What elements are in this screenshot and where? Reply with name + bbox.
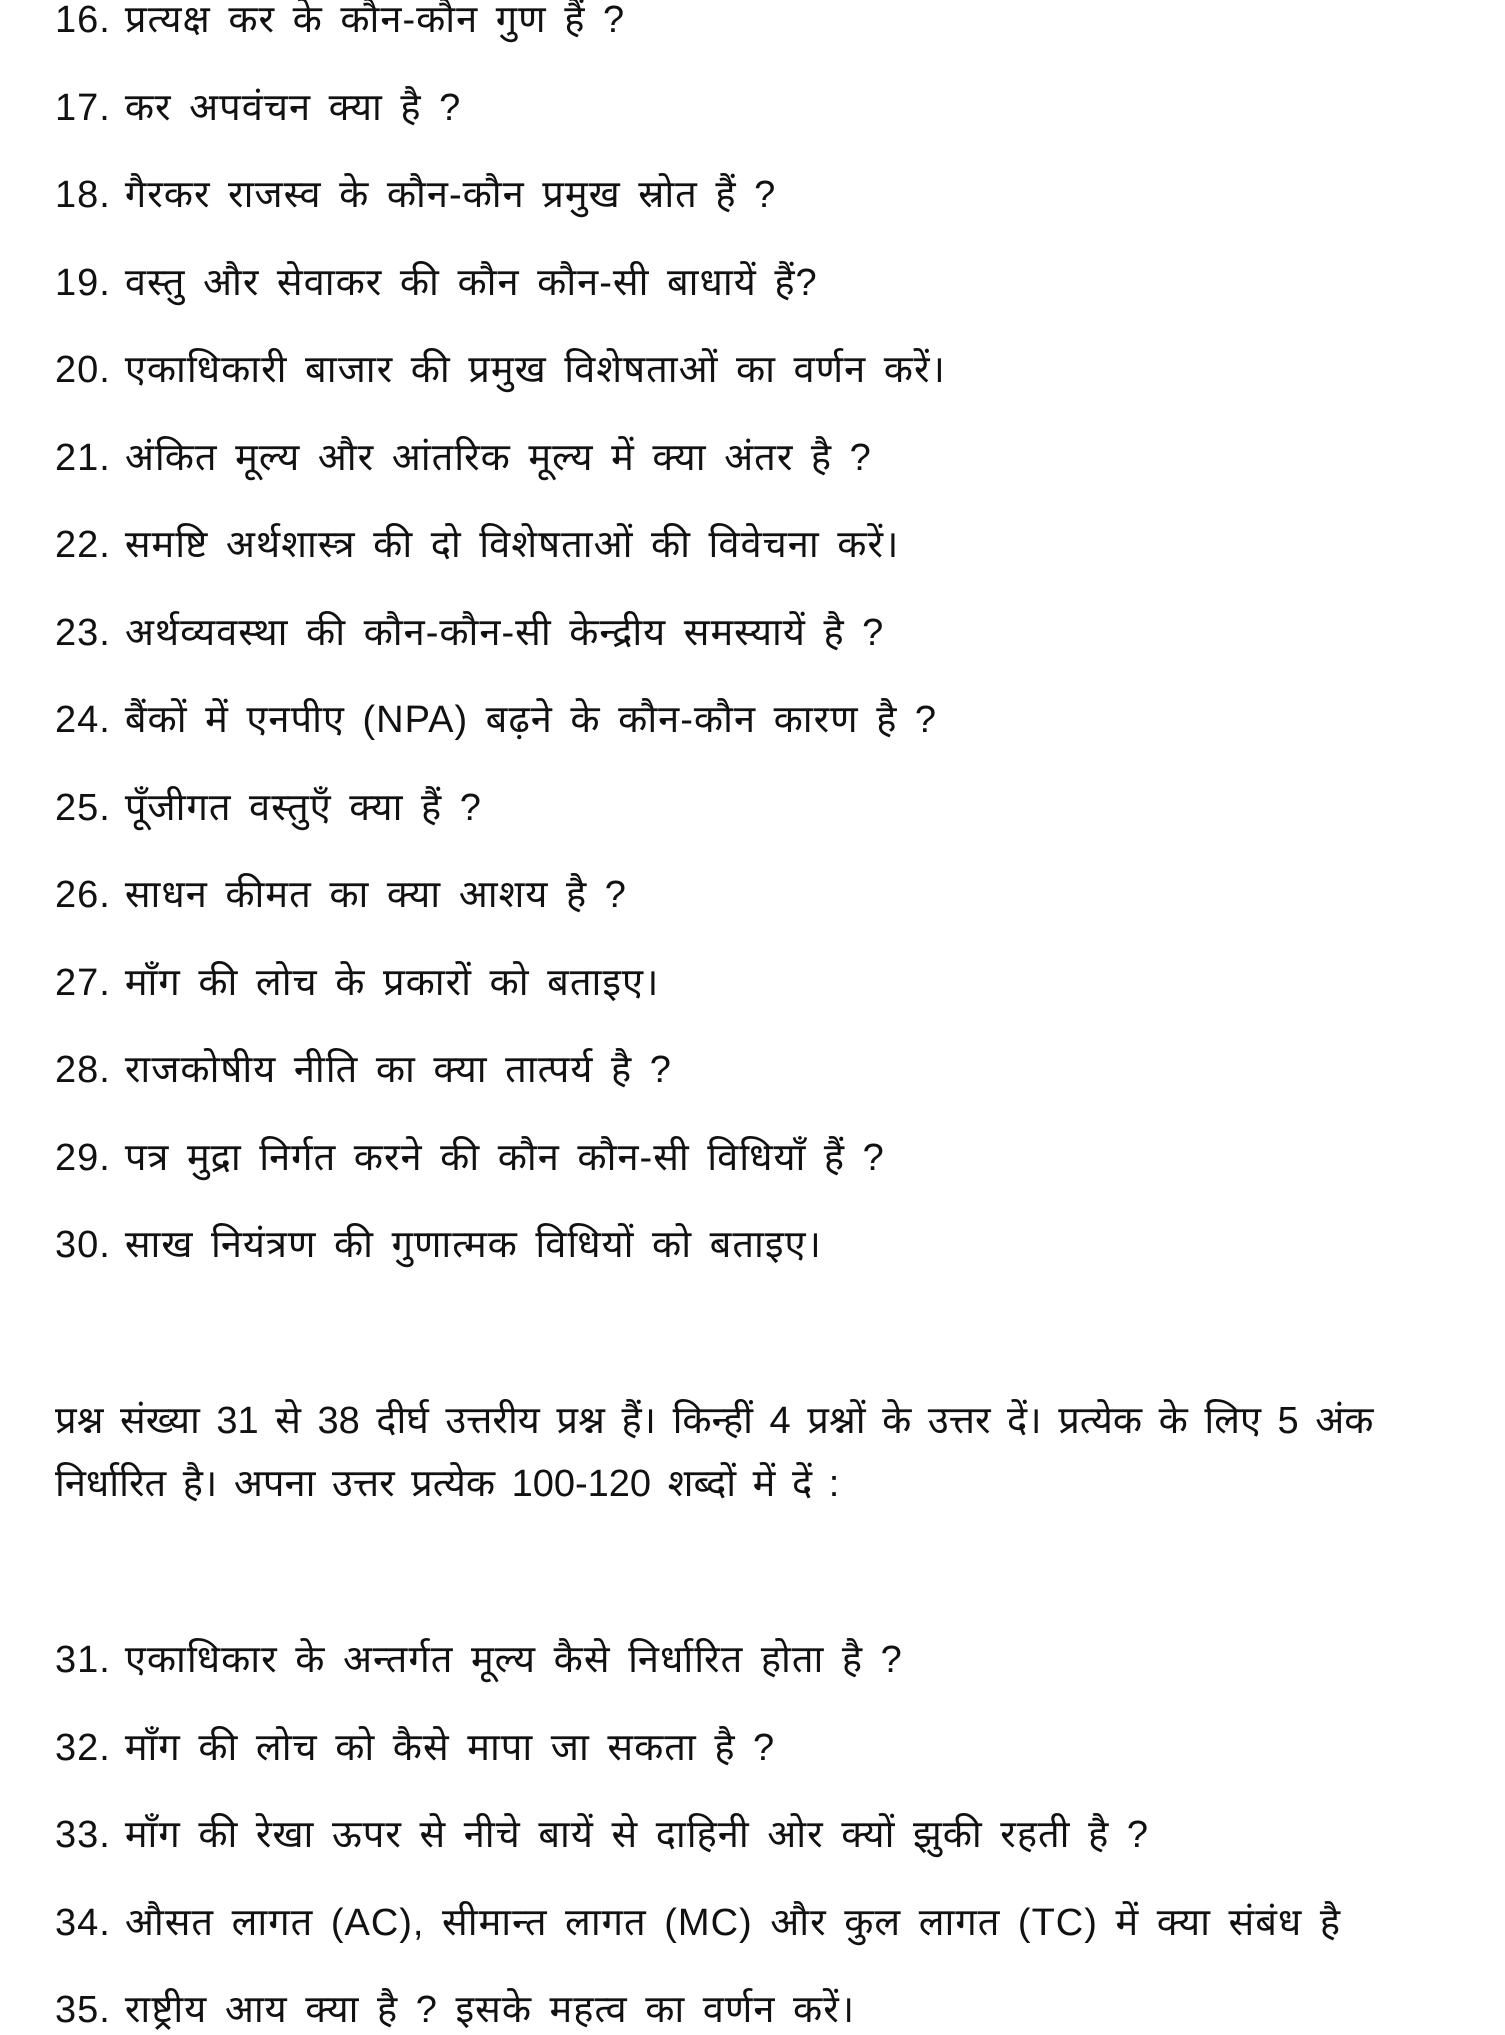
- question-item: [55, 783, 482, 833]
- question-item: [55, 520, 899, 570]
- question-number: 32.: [55, 1726, 111, 1769]
- question-text: माँग की लोच को कैसे मापा जा सकता है ?: [124, 1726, 776, 1769]
- question-item: [55, 258, 818, 308]
- question-item: [55, 1810, 1149, 1860]
- question-number: 27.: [55, 961, 111, 1004]
- question-text: माँग की लोच के प्रकारों को बताइए।: [124, 961, 660, 1004]
- question-text: राष्ट्रीय आय क्या है ? इसके महत्व का वर्णन करें।: [124, 1989, 856, 2031]
- question-text: वस्तु और सेवाकर की कौन कौन-सी बाधायें हैं?: [124, 261, 818, 304]
- question-number: 25.: [55, 786, 111, 829]
- question-text: माँग की रेखा ऊपर से नीचे बायें से दाहिनी ओर क्यों झुकी रहती है ?: [124, 1814, 1149, 1856]
- question-item: [55, 1723, 775, 1773]
- question-text: पूँजीगत वस्तुएँ क्या हैं ?: [124, 786, 482, 829]
- question-number: 16.: [55, 0, 111, 41]
- question-text: गैरकर राजस्व के कौन-कौन प्रमुख स्रोत हैं ?: [124, 174, 777, 216]
- instructions-paragraph: प्रश्न संख्या 31 से 38 दीर्घ उत्तरीय प्रश्न हैं। किन्हीं 4 प्रश्नों के उत्तर दें। प्रत्येक के लिए 5 अंक निर्धारित है। अपना उत्तर प्रत्येक 100-120 शब्दों में दें :: [55, 1400, 1374, 1505]
- question-item: [55, 695, 937, 745]
- question-text: समष्टि अर्थशास्त्र की दो विशेषताओं की विवेचना करें।: [124, 524, 900, 566]
- question-number: 33.: [55, 1814, 111, 1856]
- question-number: 18.: [55, 174, 111, 216]
- question-item: [55, 433, 872, 483]
- question-text: प्रत्यक्ष कर के कौन-कौन गुण हैं ?: [124, 0, 626, 41]
- question-text: औसत लागत (AC), सीमान्त लागत (MC) और कुल लागत (TC) में क्या संबंध है: [124, 1901, 1341, 1944]
- question-item: [55, 1898, 1341, 1948]
- question-text: बैंकों में एनपीए (NPA) बढ़ने के कौन-कौन कारण है ?: [124, 699, 938, 741]
- question-item: [55, 345, 946, 395]
- question-item: [55, 1635, 903, 1685]
- question-number: 26.: [55, 874, 111, 916]
- question-text: एकाधिकारी बाजार की प्रमुख विशेषताओं का वर्णन करें।: [124, 349, 946, 391]
- question-text: एकाधिकार के अन्तर्गत मूल्य कैसे निर्धारित होता है ?: [124, 1639, 903, 1681]
- question-text: साधन कीमत का क्या आशय है ?: [124, 874, 627, 916]
- question-text: साख नियंत्रण की गुणात्मक विधियों को बताइए।: [124, 1224, 822, 1266]
- question-number: 21.: [55, 436, 111, 479]
- question-number: 20.: [55, 349, 111, 391]
- question-number: 31.: [55, 1639, 111, 1681]
- question-number: 35.: [55, 1989, 111, 2031]
- question-item: [55, 0, 625, 45]
- question-number: 22.: [55, 524, 111, 566]
- question-item: [55, 958, 659, 1008]
- question-number: 19.: [55, 261, 111, 304]
- question-item: [55, 1985, 855, 2035]
- question-item: [55, 170, 776, 220]
- question-text: अंकित मूल्य और आंतरिक मूल्य में क्या अंतर है ?: [124, 436, 872, 479]
- question-item: [55, 1045, 672, 1095]
- question-text: पत्र मुद्रा निर्गत करने की कौन कौन-सी विधियाँ हैं ?: [124, 1136, 885, 1179]
- question-number: 24.: [55, 699, 111, 741]
- question-text: अर्थव्यवस्था की कौन-कौन-सी केन्द्रीय समस्यायें है ?: [124, 611, 885, 654]
- question-item: [55, 1220, 822, 1270]
- question-item: [55, 608, 884, 658]
- question-number: 17.: [55, 86, 111, 129]
- question-number: 28.: [55, 1049, 111, 1091]
- question-number: 34.: [55, 1901, 111, 1944]
- question-number: 29.: [55, 1136, 111, 1179]
- question-item: [55, 870, 627, 920]
- question-text: कर अपवंचन क्या है ?: [124, 86, 462, 129]
- question-item: [55, 83, 461, 133]
- question-text: राजकोषीय नीति का क्या तात्पर्य है ?: [124, 1049, 672, 1091]
- question-number: 30.: [55, 1224, 111, 1266]
- question-item: [55, 1133, 885, 1183]
- question-number: 23.: [55, 611, 111, 654]
